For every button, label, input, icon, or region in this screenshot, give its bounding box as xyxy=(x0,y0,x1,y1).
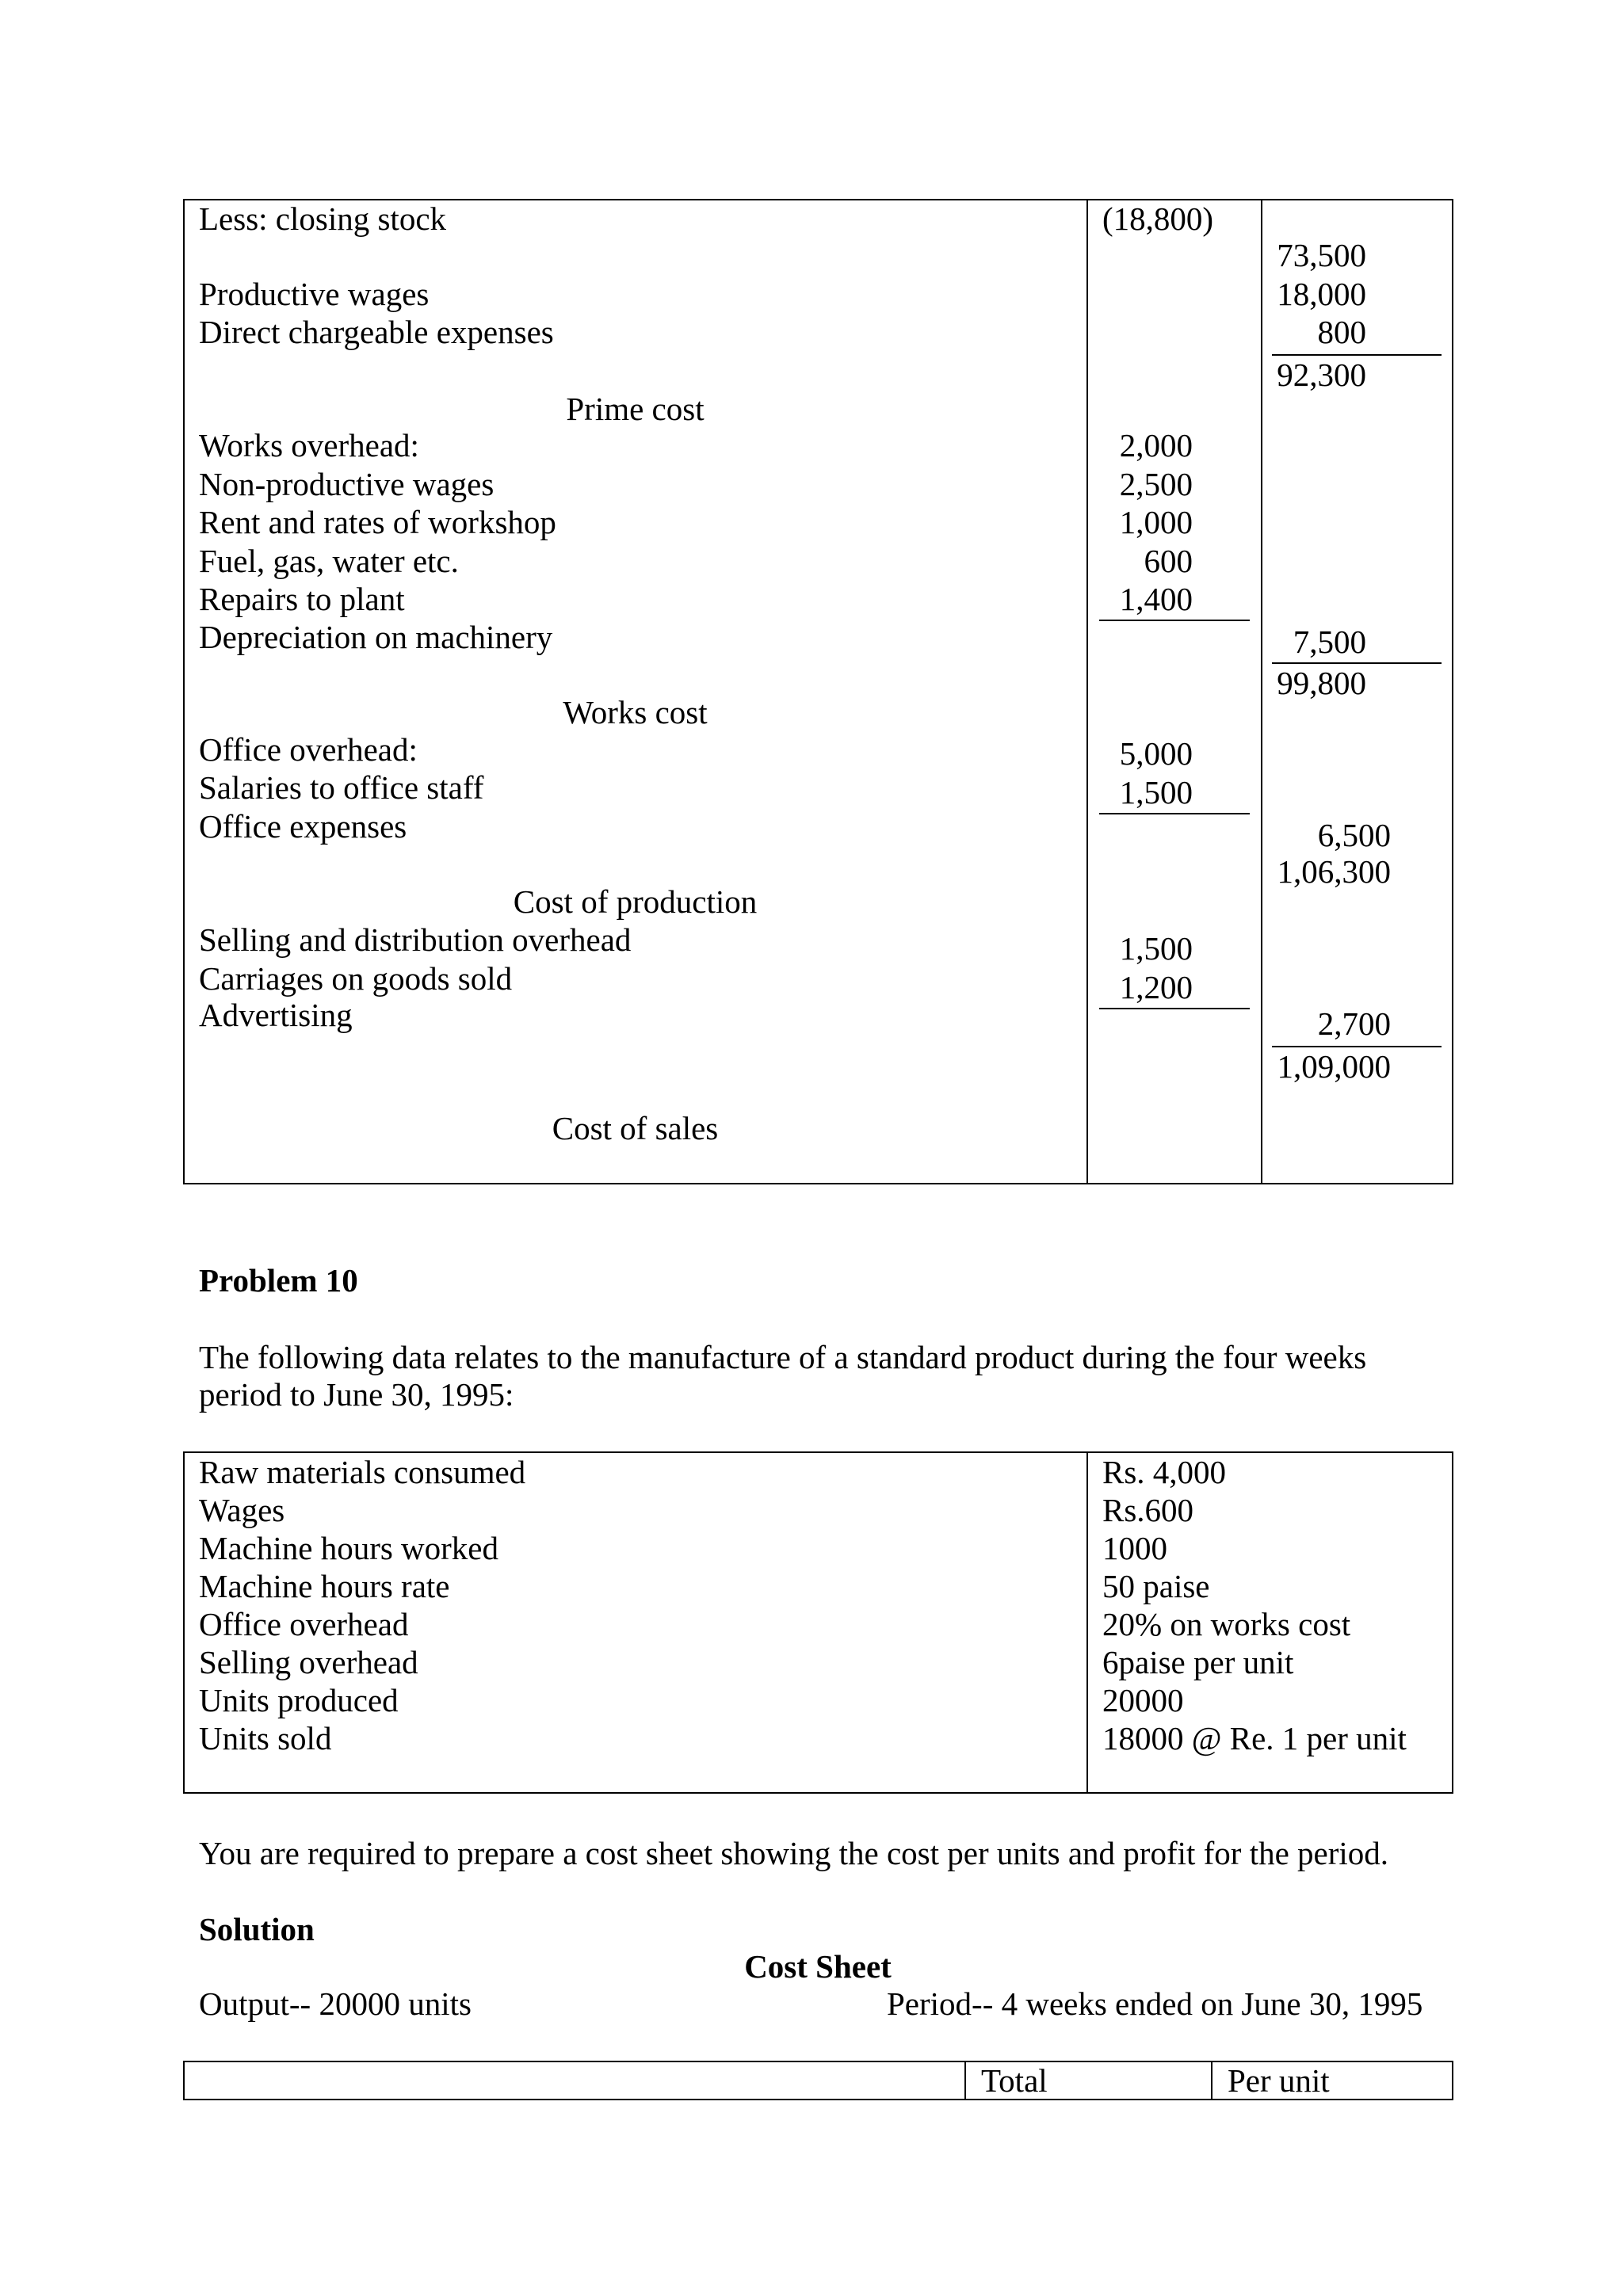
data-item: Units produced xyxy=(199,1682,399,1718)
solution-heading: Solution xyxy=(199,1911,315,1947)
data-value: 20000 xyxy=(1102,1682,1184,1718)
column-divider xyxy=(1211,2061,1212,2100)
column-divider xyxy=(964,2061,966,2100)
data-item: Machine hours rate xyxy=(199,1568,450,1604)
row-label: Carriages on goods sold xyxy=(199,960,513,997)
total-amount: 1,09,000 xyxy=(1277,1048,1391,1085)
data-item: Wages xyxy=(199,1492,285,1528)
item-amount: 1,500 xyxy=(1119,930,1193,967)
total-amount: 92,300 xyxy=(1277,357,1366,393)
subtotal-label: Works cost xyxy=(563,694,708,730)
problem-intro-line: The following data relates to the manufacture of a standard product during the four weeks xyxy=(199,1339,1367,1375)
data-value: Rs. 4,000 xyxy=(1102,1454,1227,1490)
row-label: Advertising xyxy=(199,997,353,1033)
row-label: Salaries to office staff xyxy=(199,769,484,806)
total-amount: 18,000 xyxy=(1277,276,1366,312)
row-label: Rent and rates of workshop xyxy=(199,504,556,540)
data-value: 6paise per unit xyxy=(1102,1644,1294,1680)
data-item: Selling overhead xyxy=(199,1644,418,1680)
item-amount: 1,500 xyxy=(1119,774,1193,810)
item-amount: 5,000 xyxy=(1119,735,1193,772)
problem-intro-line: period to June 30, 1995: xyxy=(199,1376,514,1413)
output-line: Output-- 20000 units xyxy=(199,1985,472,2022)
cost-sheet-header-row xyxy=(183,2061,1453,2100)
problem-instruction: You are required to prepare a cost sheet showing the cost per units and profit for the period. xyxy=(199,1835,1389,1871)
total-amount: 2,700 xyxy=(1317,1005,1391,1042)
row-label: Direct chargeable expenses xyxy=(199,314,554,350)
row-label: Less: closing stock xyxy=(199,200,447,237)
sum-rule xyxy=(1099,1008,1250,1009)
row-label: Selling and distribution overhead xyxy=(199,921,632,958)
row-label: Depreciation on machinery xyxy=(199,619,553,655)
item-amount: 1,400 xyxy=(1119,581,1193,617)
row-label: Office overhead: xyxy=(199,731,418,768)
item-amount: 1,000 xyxy=(1119,504,1193,540)
item-amount: 600 xyxy=(1144,543,1193,579)
subtotal-label: Cost of sales xyxy=(552,1110,719,1146)
column-divider xyxy=(1086,199,1088,1184)
period-line: Period-- 4 weeks ended on June 30, 1995 xyxy=(887,1985,1423,2022)
subtotal-label: Prime cost xyxy=(566,391,705,427)
subtotal-label: Cost of production xyxy=(513,883,758,920)
total-amount: 73,500 xyxy=(1277,237,1366,273)
problem-data-table xyxy=(183,1451,1453,1794)
row-label: Non-productive wages xyxy=(199,466,495,502)
cost-statement-table xyxy=(183,199,1453,1184)
total-amount: 6,500 xyxy=(1317,817,1391,853)
total-amount: 99,800 xyxy=(1277,665,1366,701)
data-item: Office overhead xyxy=(199,1606,409,1642)
item-amount: 1,200 xyxy=(1119,969,1193,1005)
item-amount: 2,000 xyxy=(1119,427,1193,463)
column-header-total: Total xyxy=(981,2062,1048,2099)
item-amount: 2,500 xyxy=(1119,466,1193,502)
sum-rule xyxy=(1099,620,1250,621)
total-amount: 7,500 xyxy=(1293,624,1366,660)
data-value: 1000 xyxy=(1102,1530,1167,1566)
item-amount: (18,800) xyxy=(1102,200,1214,237)
data-value: Rs.600 xyxy=(1102,1492,1194,1528)
total-amount: 800 xyxy=(1317,314,1366,350)
problem-heading: Problem 10 xyxy=(199,1262,358,1299)
total-amount: 1,06,300 xyxy=(1277,853,1391,890)
data-value: 50 paise xyxy=(1102,1568,1210,1604)
data-item: Machine hours worked xyxy=(199,1530,499,1566)
data-item: Raw materials consumed xyxy=(199,1454,526,1490)
data-value: 18000 @ Re. 1 per unit xyxy=(1102,1720,1407,1756)
cost-sheet-title: Cost Sheet xyxy=(744,1948,892,1985)
column-header-per-unit: Per unit xyxy=(1228,2062,1330,2099)
row-label: Office expenses xyxy=(199,808,407,845)
row-label: Productive wages xyxy=(199,276,430,312)
sum-rule xyxy=(1099,813,1250,814)
column-divider xyxy=(1086,1451,1088,1794)
row-label: Repairs to plant xyxy=(199,581,405,617)
data-value: 20% on works cost xyxy=(1102,1606,1351,1642)
row-label: Fuel, gas, water etc. xyxy=(199,543,459,579)
row-label: Works overhead: xyxy=(199,427,419,463)
data-item: Units sold xyxy=(199,1720,332,1756)
